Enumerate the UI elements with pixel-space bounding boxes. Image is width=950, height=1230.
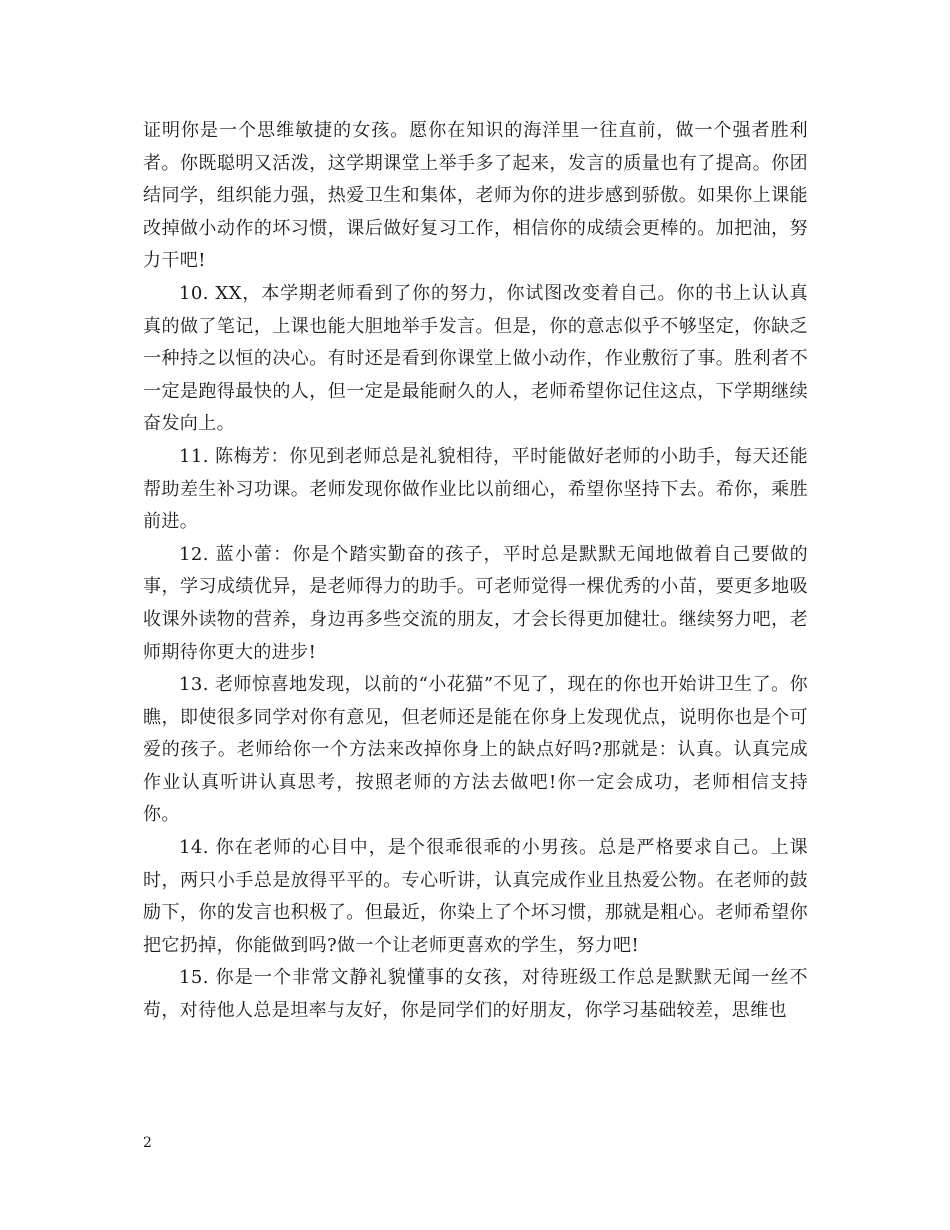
document-body bbox=[143, 115, 808, 1028]
page-number: 2 bbox=[143, 1135, 152, 1151]
paragraph-comment-10: 10. XX，本学期老师看到了你的努力，你试图改变着自己。你的书上认认真真的做了笔记，上课也能大胆地举手发言。但是，你的意志似乎不够坚定，你缺乏一种持之以恒的决心。有时还是看到你课堂上做小动作，作业敷衍了事。胜利者不一定是跑得最快的人，但一定是最能耐久的人，老师希望你记住这点，下学期继续奋发向上。 bbox=[143, 282, 808, 435]
paragraph-continuation: 证明你是一个思维敏捷的女孩。愿你在知识的海洋里一往直前，做一个强者胜利者。你既聪明又活泼，这学期课堂上举手多了起来，发言的质量也有了提高。你团结同学，组织能力强，热爱卫生和集体，老师为你的进步感到骄傲。如果你上课能改掉做小动作的坏习惯，课后做好复习工作，相信你的成绩会更棒的。加把油，努力干吧! bbox=[143, 120, 808, 272]
paragraph-comment-15: 15. 你是一个非常文静礼貌懂事的女孩，对待班级工作总是默默无闻一丝不苟，对待他人总是坦率与友好，你是同学们的好朋友，你学习基础较差，思维也 bbox=[143, 967, 808, 1022]
paragraph-comment-12: 12. 蓝小蕾：你是个踏实勤奋的孩子，平时总是默默无闻地做着自己要做的事，学习成绩优异，是老师得力的助手。可老师觉得一棵优秀的小苗，要更多地吸收课外读物的营养，身边再多些交流的朋友，才会长得更加健壮。继续努力吧，老师期待你更大的进步! bbox=[143, 543, 808, 663]
paragraph-comment-11: 11. 陈梅芳：你见到老师总是礼貌相待，平时能做好老师的小助手，每天还能帮助差生补习功课。老师发现你做作业比以前细心，希望你坚持下去。希你，乘胜前进。 bbox=[143, 445, 808, 533]
paragraph-comment-14: 14. 你在老师的心目中，是个很乖很乖的小男孩。总是严格要求自己。上课时，两只小手总是放得平平的。专心听讲，认真完成作业且热爱公物。在老师的鼓励下，你的发言也积极了。但最近，你染上了个坏习惯，那就是粗心。老师希望你把它扔掉，你能做到吗?做一个让老师更喜欢的学生，努力吧! bbox=[143, 837, 808, 956]
paragraph-comment-13: 13. 老师惊喜地发现，以前的“小花猫”不见了，现在的你也开始讲卫生了。你瞧，即使很多同学对你有意见，但老师还是能在你身上发现优点，说明你也是个可爱的孩子。老师给你一个方法来改掉你身上的缺点好吗?那就是：认真。认真完成作业认真听讲认真思考，按照老师的方法去做吧!你一定会成功，老师相信支持你。 bbox=[143, 674, 808, 826]
